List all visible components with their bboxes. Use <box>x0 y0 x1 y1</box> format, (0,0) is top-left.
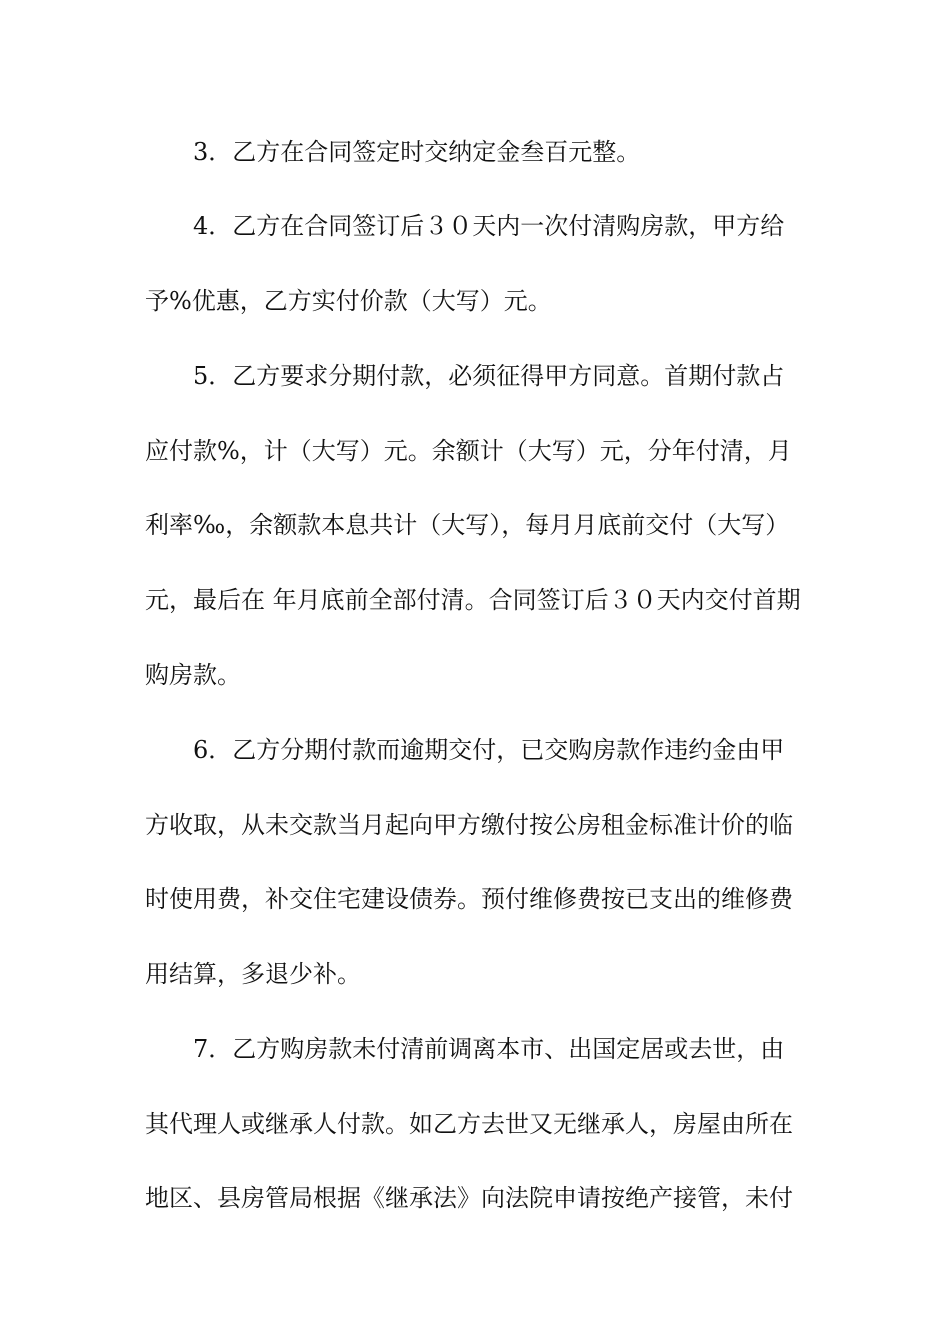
clause-7-line-3: 地区、县房管局根据《继承法》向法院申请按绝产接管，未付 <box>145 1184 793 1212</box>
clause-5-line-2: 应付款%，计（大写）元。余额计（大写）元，分年付清，月 <box>145 437 792 465</box>
clause-5-line-1: 5．乙方要求分期付款，必须征得甲方同意。首期付款占 <box>193 362 785 390</box>
clause-6-line-4: 用结算，多退少补。 <box>145 960 361 988</box>
clause-4-line-1: 4．乙方在合同签订后３０天内一次付清购房款，甲方给 <box>193 212 785 240</box>
clause-7-line-1: 7．乙方购房款未付清前调离本市、出国定居或去世，由 <box>193 1035 785 1063</box>
clause-7-line-2: 其代理人或继承人付款。如乙方去世又无继承人，房屋由所在 <box>145 1110 793 1138</box>
clause-5-line-4: 元，最后在 年月底前全部付清。合同签订后３０天内交付首期 <box>145 586 801 614</box>
clause-4-line-2: 予%优惠，乙方实付价款（大写）元。 <box>145 287 552 315</box>
clause-6-line-2: 方收取，从未交款当月起向甲方缴付按公房租金标准计价的临 <box>145 811 793 839</box>
clause-6-line-1: 6．乙方分期付款而逾期交付，已交购房款作违约金由甲 <box>193 736 785 764</box>
clause-3-line-1: 3．乙方在合同签定时交纳定金叁百元整。 <box>193 138 641 166</box>
clause-6-line-3: 时使用费，补交住宅建设债券。预付维修费按已支出的维修费 <box>145 885 793 913</box>
clause-5-line-3: 利率‰，余额款本息共计（大写），每月月底前交付（大写） <box>145 511 790 539</box>
clause-5-line-5: 购房款。 <box>145 661 241 689</box>
